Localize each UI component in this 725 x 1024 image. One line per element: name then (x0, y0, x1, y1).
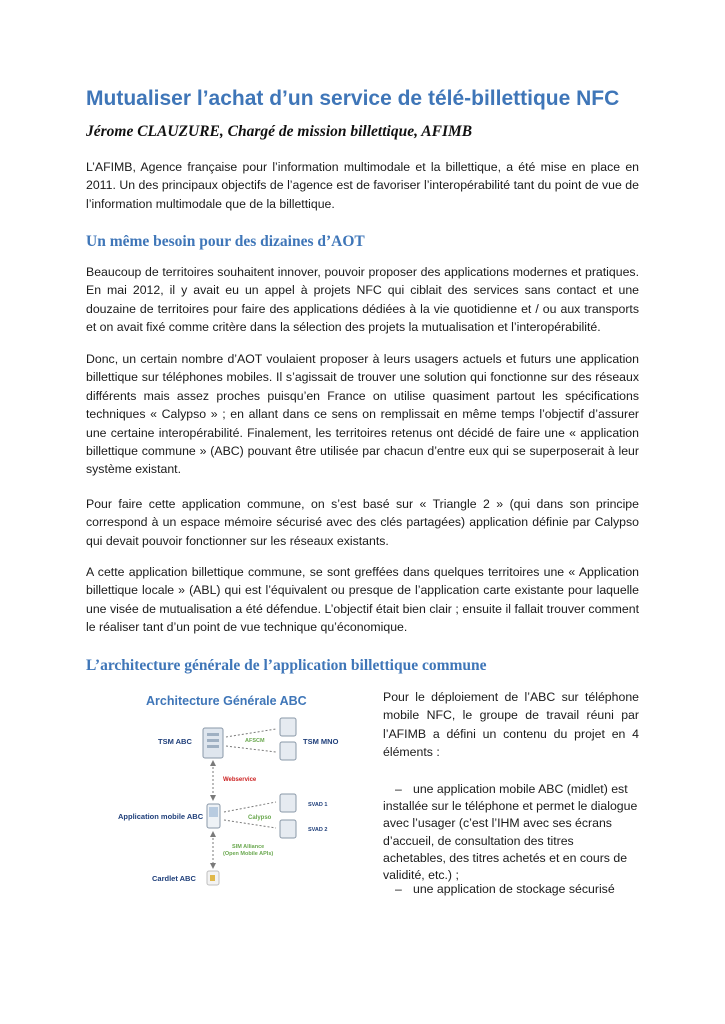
paragraph-aot: Donc, un certain nombre d’AOT voulaient proposer à leurs usagers actuels et futurs une application billettique sur téléphones mobiles. Il s’agissait de trouver une solution qui fonctionne sur des réseaux différents mais assez proches puisqu’en France on utilise quasiment partout les spécifications techniques « Calypso » ; en allant dans ce sens on remplissait en même temps l’objectif d’assurer une certaine interopérabilité. Finalement, les territoires retenus ont décidé de faire une « application billettique commune » (ABC) pouvant être utilisée par chacun d’entre eux qui se superposerait à leur système existant. (86, 352, 639, 477)
diagram-title: Architecture Générale ABC (146, 694, 307, 708)
svad1-label: SVAD 1 (308, 802, 328, 808)
tsm-mno-label: TSM MNO (303, 737, 339, 746)
sim-card-icon (207, 871, 219, 885)
afscm-label: AFSCM (245, 738, 265, 744)
intro-paragraph: L’AFIMB, Agence française pour l’information multimodale et la billettique, a été mise en place en 2011. Un des principaux objectifs de l’agence est de favoriser l’interopérabilité tant du point de vue de l’information multimodale que de la billettique. (86, 160, 639, 211)
paragraph-triangle: Pour faire cette application commune, on s’est basé sur « Triangle 2 » (qui dans son principe correspond à un espace mémoire sécurisé avec des clés partagées) application définie par Calypso qui devait pouvoir fonctionner sur les réseaux existants. (86, 497, 639, 548)
architecture-diagram (100, 688, 355, 888)
deployment-paragraph: Pour le déploiement de l’ABC sur téléphone mobile NFC, le groupe de travail réuni par l’AFIMB a défini un contenu du projet en 4 éléments : (383, 690, 639, 760)
application-mobile-label: Application mobile ABC (118, 812, 204, 821)
section-heading-architecture: L’architecture générale de l’application billettique commune (86, 657, 487, 674)
svad2-label: SVAD 2 (308, 827, 328, 833)
bullet-item-stockage (383, 881, 639, 898)
paragraph-abl: A cette application billettique commune, se sont greffées dans quelques territoires une « Application billettique locale » (ABL) qui est l’équivalent ou presque de l’application carte existante pour laquelle une visée de mutualisation a été défendue. L’objectif était bien clair ; ensuite il fallait trouver comment le réaliser tant d’un point de vue technique qu’économique. (86, 565, 639, 635)
architecture-diagram-svg (100, 688, 355, 888)
phone-icon (207, 804, 220, 828)
sim-alliance-label: SIM Alliance (232, 844, 265, 850)
calypso-label: Calypso (248, 815, 272, 821)
bullet-text: une application mobile ABC (midlet) est installée sur le téléphone et permet le dialogue avec l’usager (c’est l’IHM avec ses écrans d’accueil, de consultation des titres achetables, des titres achetés et en cours de validité, etc.) ; (383, 782, 638, 883)
open-mobile-apis-label: (Open Mobile APIs) (223, 851, 274, 857)
section-heading-aot: Un même besoin pour des dizaines d’AOT (86, 233, 365, 250)
webservice-label: Webservice (223, 777, 257, 783)
tsm-abc-server-icon (203, 728, 223, 758)
svad-server-icon (280, 794, 296, 838)
bullet-text: une application de stockage sécurisé (413, 882, 615, 896)
paragraph-territoires: Beaucoup de territoires souhaitent innover, pouvoir proposer des applications modernes et pratiques. En mai 2012, il y avait eu un appel à projets NFC qui ciblait des services sans contact et une douzaine de territoires pour faire des applications dédiées à la vie quotidienne et / ou aux transports et on avait fixé comme critère dans la sélection des projets la mutualisation et l’interopérabilité. (86, 265, 639, 335)
document-title: Mutualiser l’achat d’un service de télé-billettique NFC (86, 87, 620, 110)
tsm-mno-server-icon (280, 718, 296, 760)
bullet-dash: – (395, 782, 402, 796)
bullet-dash: – (395, 882, 402, 896)
bullet-item-midlet (383, 781, 639, 884)
tsm-abc-label: TSM ABC (158, 737, 192, 746)
cardlet-abc-label: Cardlet ABC (152, 874, 196, 883)
author-line: Jérome CLAUZURE, Chargé de mission billettique, AFIMB (86, 123, 473, 140)
